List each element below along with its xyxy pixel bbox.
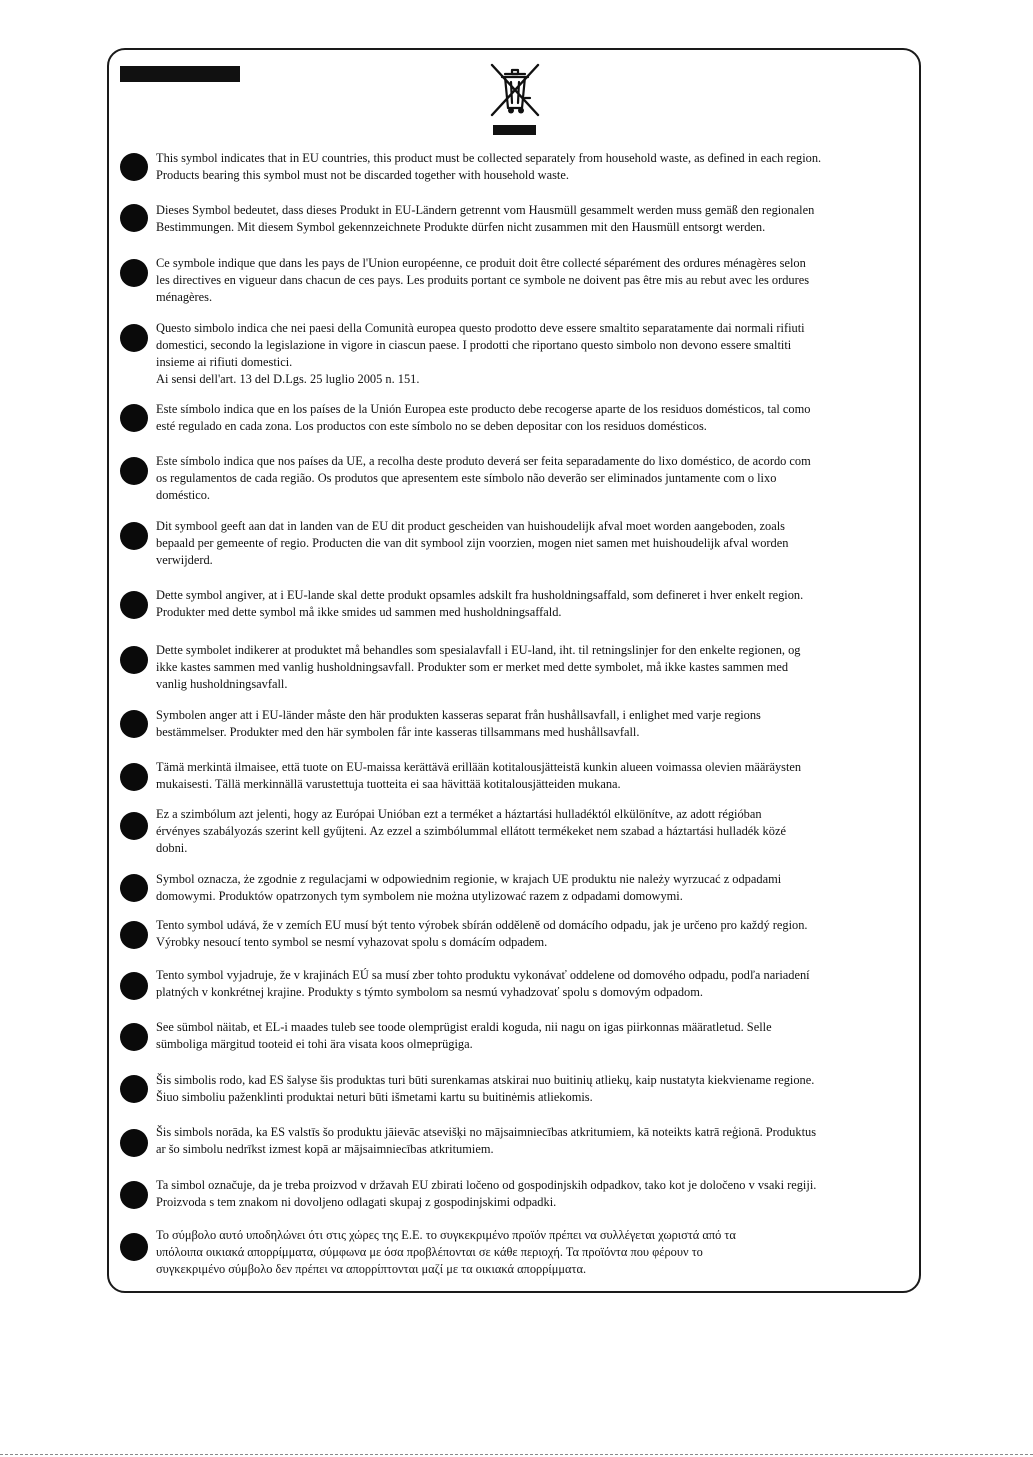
bullet-dot xyxy=(120,921,148,949)
notice-text xyxy=(156,453,910,504)
notice-line: verwijderd. xyxy=(156,553,213,567)
notice-line: mukaisesti. Tällä merkinnällä varustettuja tuotteita ei saa hävittää kotitalousjätteiden mukana. xyxy=(156,777,621,791)
redacted-title-bar xyxy=(120,66,240,82)
bullet-dot xyxy=(120,763,148,791)
bullet-dot xyxy=(120,812,148,840)
bullet-dot xyxy=(120,646,148,674)
bullet-dot xyxy=(120,874,148,902)
notice-line: Ce symbole indique que dans les pays de l'Union européenne, ce produit doit être collecté séparément des ordures ménagères selon xyxy=(156,256,806,270)
notice-line: See sümbol näitab, et EL-i maades tuleb see toode olemprügist eraldi koguda, nii nagu on igas piirkonnas määratletud. Selle xyxy=(156,1020,772,1034)
notice-line: Dit symbool geeft aan dat in landen van de EU dit product gescheiden van huishoudelijk afval moet worden aangeboden, zoals xyxy=(156,519,785,533)
notice-line: Ai sensi dell'art. 13 del D.Lgs. 25 luglio 2005 n. 151. xyxy=(156,372,420,386)
symbol-underline-bar xyxy=(493,125,536,135)
notice-line: bestämmelser. Produkter med den här symbolen får inte kasseras tillsammans med hushållsavfall. xyxy=(156,725,640,739)
notice-line: domestici, secondo la legislazione in vigore in ciascun paese. I prodotti che riportano questo simbolo non devono essere smaltiti xyxy=(156,338,792,352)
bullet-dot xyxy=(120,404,148,432)
notice-line: Ez a szimbólum azt jelenti, hogy az Európai Unióban ezt a terméket a háztartási hulladéktól elkülönítve, az adott régióban xyxy=(156,807,762,821)
notice-text xyxy=(156,707,910,741)
notice-line: Ta simbol označuje, da je treba proizvod v državah EU zbirati ločeno od gospodinjskih odpadkov, tako kot je določeno v vsaki regiji. xyxy=(156,1178,817,1192)
notice-line: Symbolen anger att i EU-länder måste den här produkten kasseras separat från hushållsavfall, i enlighet med varje regions xyxy=(156,708,761,722)
notice-text xyxy=(156,255,910,306)
bullet-dot xyxy=(120,1129,148,1157)
notice-line: érvényes szabályozás szerint kell gyűjteni. Az ezzel a szimbólummal ellátott termékeket nem szabad a háztartási hulladék közé xyxy=(156,824,786,838)
bullet-dot xyxy=(120,710,148,738)
notice-text xyxy=(156,518,910,569)
notice-text xyxy=(156,320,910,388)
page-bottom-rule xyxy=(0,1454,1033,1455)
notice-line: les directives en vigueur dans chacun de ces pays. Les produits portant ce symbole ne doivent pas être mis au rebut avec les ordures xyxy=(156,273,810,287)
notice-line: υπόλοιπα οικιακά απορρίμματα, σύμφωνα με όσα προβλέπονται σε κάθε περιοχή. Τα προϊόντα που φέρουν το xyxy=(156,1245,703,1259)
bullet-dot xyxy=(120,1075,148,1103)
notice-line: Dette symbol angiver, at i EU-lande skal dette produkt opsamles adskilt fra husholdningsaffald, som defineret i hver enkelt region. xyxy=(156,588,804,602)
notice-line: ménagères. xyxy=(156,290,213,304)
notice-text xyxy=(156,967,910,1001)
notice-line: Este símbolo indica que en los países de la Unión Europea este producto debe recogerse aparte de los residuos domésticos, tal como xyxy=(156,402,811,416)
notice-line: Dieses Symbol bedeutet, dass dieses Produkt in EU-Ländern getrennt vom Hausmüll gesammelt werden muss gemäß den regionalen xyxy=(156,203,815,217)
notice-text xyxy=(156,917,910,951)
bullet-dot xyxy=(120,591,148,619)
notice-text xyxy=(156,587,910,621)
notice-line: domowymi. Produktów opatrzonych tym symbolem nie można utylizować razem z odpadami domowymi. xyxy=(156,889,683,903)
notice-line: esté regulado en cada zona. Los productos con este símbolo no se deben depositar con los residuos domésticos. xyxy=(156,419,707,433)
notice-line: dobni. xyxy=(156,841,188,855)
notice-text xyxy=(156,1124,910,1158)
notice-line: Šiuo simboliu paženklinti produktai neturi būti išmetami kartu su buitinėmis atliekomis. xyxy=(156,1090,593,1104)
notice-text xyxy=(156,642,910,693)
notice-line: bepaald per gemeente of regio. Producten die van dit symbool zijn voorzien, mogen niet samen met huishoudelijk afval worden xyxy=(156,536,789,550)
notice-line: os regulamentos de cada região. Os produtos que apresentem este símbolo não deverão ser eliminados juntamente com o lixo xyxy=(156,471,777,485)
notice-text xyxy=(156,401,910,435)
notice-line: insieme ai rifiuti domestici. xyxy=(156,355,293,369)
bullet-dot xyxy=(120,522,148,550)
notice-line: Symbol oznacza, że zgodnie z regulacjami w odpowiednim regionie, w krajach UE produktu nie należy wyrzucać z odpadami xyxy=(156,872,782,886)
notice-line: Bestimmungen. Mit diesem Symbol gekennzeichnete Produkte dürfen nicht zusammen mit den Hausmüll entsorgt werden. xyxy=(156,220,766,234)
notice-text xyxy=(156,202,910,236)
notice-line: ikke kastes sammen med vanlig husholdningsavfall. Produkter som er merket med dette symbolet, må ikke kastes sammen med xyxy=(156,660,789,674)
bullet-dot xyxy=(120,153,148,181)
notice-line: Tento symbol vyjadruje, že v krajinách EÚ sa musí zber tohto produktu vykonávať oddelene od domového odpadu, podľa nariadení xyxy=(156,968,810,982)
notice-text xyxy=(156,1227,910,1278)
notice-line: Tento symbol udává, že v zemích EU musí být tento výrobek sbírán odděleně od domácího odpadu, jak je určeno pro každý region. xyxy=(156,918,808,932)
notice-line: Questo simbolo indica che nei paesi della Comunità europea questo prodotto deve essere smaltito separatamente dai normali rifiuti xyxy=(156,321,805,335)
notice-text xyxy=(156,871,910,905)
bullet-dot xyxy=(120,259,148,287)
notice-line: Tämä merkintä ilmaisee, että tuote on EU-maissa kerättävä erillään kotitalousjätteistä kunkin alueen voimassa olevien määräysten xyxy=(156,760,802,774)
notice-line: Products bearing this symbol must not be discarded together with household waste. xyxy=(156,168,569,182)
notice-line: doméstico. xyxy=(156,488,211,502)
notice-line: Este símbolo indica que nos países da UE, a recolha deste produto deverá ser feita separadamente do lixo doméstico, de acordo com xyxy=(156,454,811,468)
notice-line: platných v konkrétnej krajine. Produkty s týmto symbolom sa nesmú vyhadzovať spolu s domovým odpadom. xyxy=(156,985,703,999)
notice-text xyxy=(156,1177,910,1211)
notice-line: Proizvoda s tem znakom ni dovoljeno odlagati skupaj z gospodinjskimi odpadki. xyxy=(156,1195,557,1209)
notice-line: Το σύμβολο αυτό υποδηλώνει ότι στις χώρες της Ε.Ε. το συγκεκριμένο προϊόν πρέπει να συλλέγεται χωριστά από τα xyxy=(156,1228,736,1242)
bullet-dot xyxy=(120,204,148,232)
notice-line: vanlig husholdningsavfall. xyxy=(156,677,288,691)
notice-line: Produkter med dette symbol må ikke smides ud sammen med husholdningsaffald. xyxy=(156,605,562,619)
notice-line: συγκεκριμένο σύμβολο δεν πρέπει να απορρίπτονται μαζί με τα οικιακά απορρίμματα. xyxy=(156,1262,587,1276)
bullet-dot xyxy=(120,972,148,1000)
bullet-dot xyxy=(120,324,148,352)
notice-line: Šis simbolis rodo, kad ES šalyse šis produktas turi būti surenkamas atskirai nuo buitinių atliekų, kaip nustatyta kiekviename regione. xyxy=(156,1073,815,1087)
notice-text xyxy=(156,806,910,857)
notice-text xyxy=(156,1072,910,1106)
notice-text xyxy=(156,1019,910,1053)
notice-line: Šis simbols norāda, ka ES valstīs šo produktu jāievāc atsevišķi no mājsaimniecības atkritumiem, kā noteikts katrā reģionā. Produktus xyxy=(156,1125,817,1139)
notice-line: Výrobky nesoucí tento symbol se nesmí vyhazovat spolu s domácím odpadem. xyxy=(156,935,548,949)
bullet-dot xyxy=(120,1023,148,1051)
crossed-out-wheeled-bin-icon xyxy=(488,62,542,118)
bullet-dot xyxy=(120,457,148,485)
notice-text xyxy=(156,150,910,184)
bullet-dot xyxy=(120,1233,148,1261)
notice-line: Dette symbolet indikerer at produktet må behandles som spesialavfall i EU-land, iht. til retningslinjer for den enkelte regionen, og xyxy=(156,643,801,657)
bullet-dot xyxy=(120,1181,148,1209)
notice-line: sümboliga märgitud tooteid ei tohi ära visata koos olmeprügiga. xyxy=(156,1037,473,1051)
notice-text xyxy=(156,759,910,793)
notice-line: ar šo simbolu nedrīkst izmest kopā ar mājsaimniecības atkritumiem. xyxy=(156,1142,494,1156)
notice-line: This symbol indicates that in EU countries, this product must be collected separately from household waste, as defined in each region. xyxy=(156,151,822,165)
